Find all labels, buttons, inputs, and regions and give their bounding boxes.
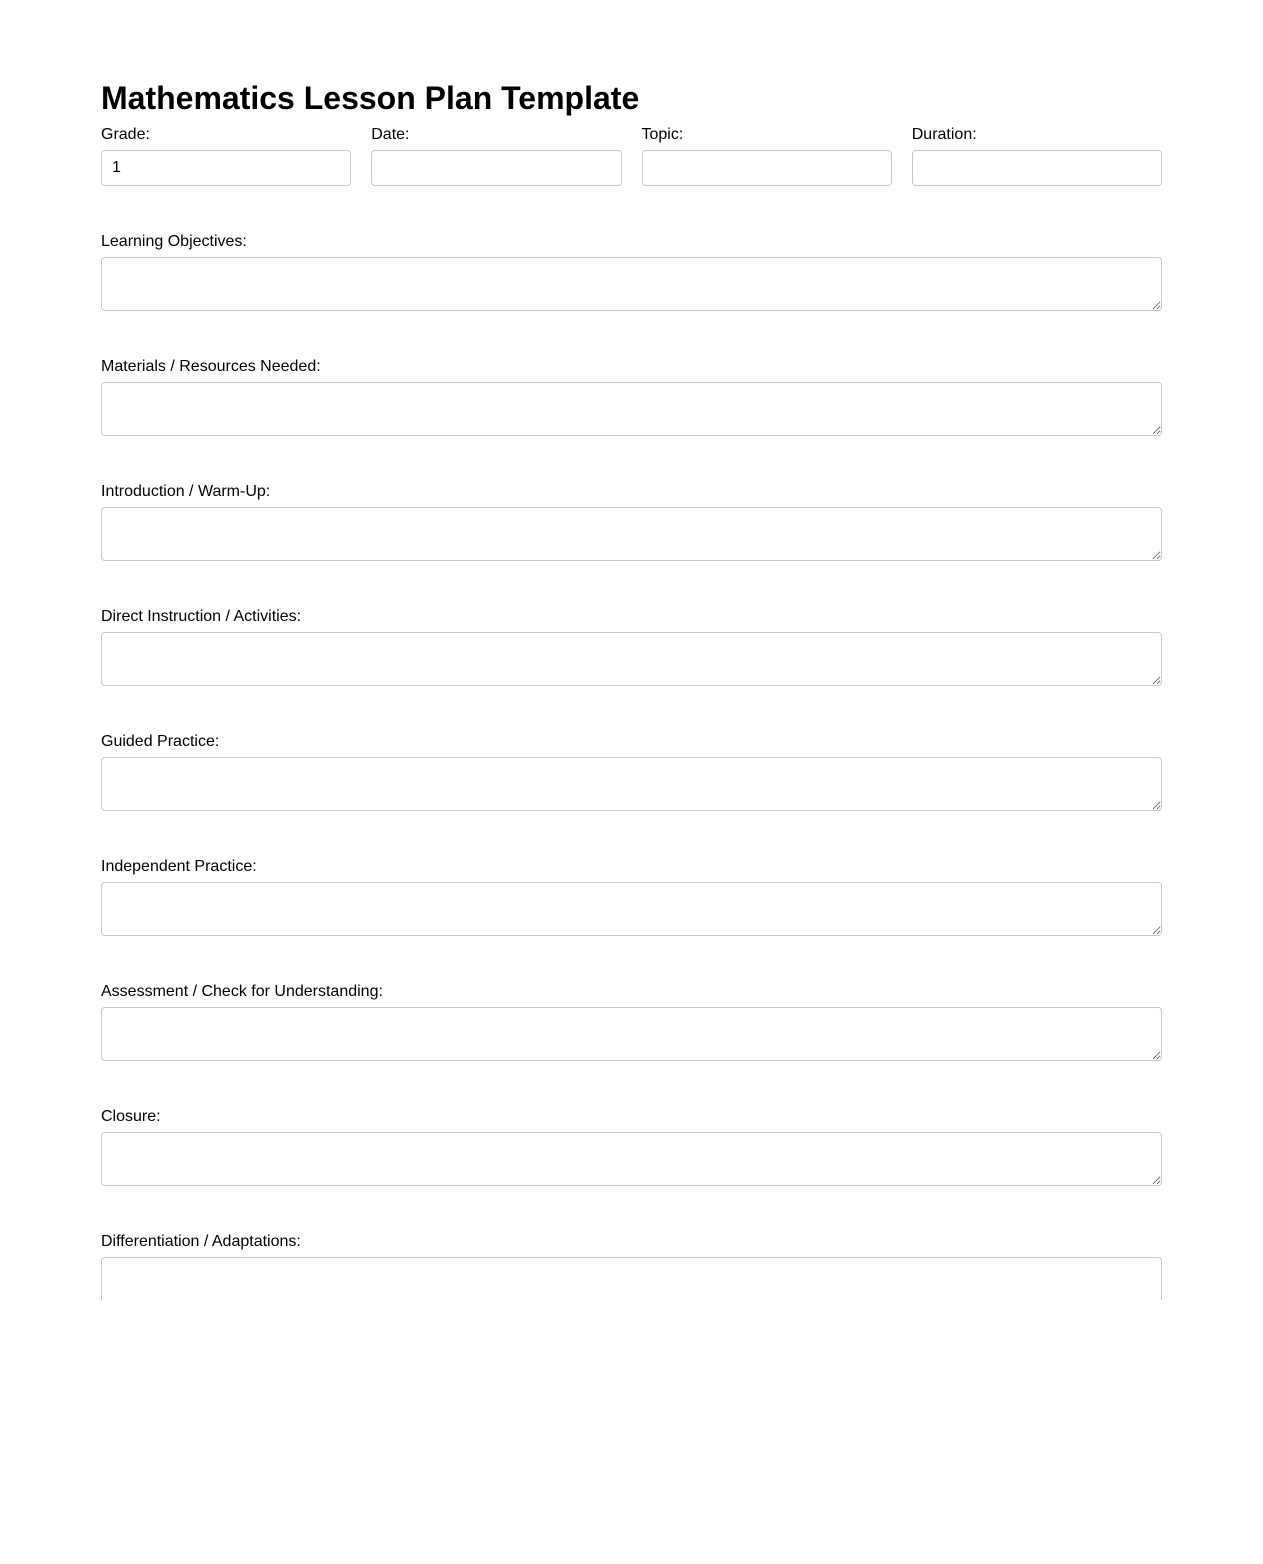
guided-practice-label: Guided Practice: [101, 733, 220, 750]
section-guided-practice [101, 732, 1162, 811]
independent-practice-label: Independent Practice: [101, 858, 257, 875]
assessment-textarea[interactable] [101, 1007, 1162, 1061]
topic-field-group [642, 125, 892, 186]
closure-label: Closure: [101, 1108, 161, 1125]
differentiation-textarea[interactable] [101, 1257, 1162, 1300]
grade-label: Grade: [101, 126, 150, 143]
closure-textarea[interactable] [101, 1132, 1162, 1186]
section-materials [101, 357, 1162, 436]
materials-label: Materials / Resources Needed: [101, 358, 321, 375]
introduction-label: Introduction / Warm-Up: [101, 483, 271, 500]
duration-field-group [912, 125, 1162, 186]
introduction-textarea[interactable] [101, 507, 1162, 561]
differentiation-label: Differentiation / Adaptations: [101, 1233, 301, 1250]
section-learning-objectives [101, 232, 1162, 311]
independent-practice-textarea[interactable] [101, 882, 1162, 936]
date-field-group [371, 125, 621, 186]
duration-input[interactable] [912, 150, 1162, 186]
direct-instruction-label: Direct Instruction / Activities: [101, 608, 302, 625]
assessment-label: Assessment / Check for Understanding: [101, 983, 383, 1000]
meta-fields-row [101, 125, 1162, 186]
lesson-plan-form [101, 0, 1162, 1300]
section-closure [101, 1107, 1162, 1186]
date-input[interactable] [371, 150, 621, 186]
learning-objectives-label: Learning Objectives: [101, 233, 247, 250]
grade-input[interactable] [101, 150, 351, 186]
section-direct-instruction [101, 607, 1162, 686]
materials-textarea[interactable] [101, 382, 1162, 436]
direct-instruction-textarea[interactable] [101, 632, 1162, 686]
section-introduction [101, 482, 1162, 561]
section-independent-practice [101, 857, 1162, 936]
topic-label: Topic: [641, 126, 684, 143]
learning-objectives-textarea[interactable] [101, 257, 1162, 311]
date-label: Date: [371, 126, 410, 143]
duration-label: Duration: [911, 126, 977, 143]
section-assessment [101, 982, 1162, 1061]
guided-practice-textarea[interactable] [101, 757, 1162, 811]
page-title: Mathematics Lesson Plan Template [101, 80, 640, 116]
section-differentiation [101, 1232, 1162, 1300]
topic-input[interactable] [642, 150, 892, 186]
grade-field-group [101, 125, 351, 186]
